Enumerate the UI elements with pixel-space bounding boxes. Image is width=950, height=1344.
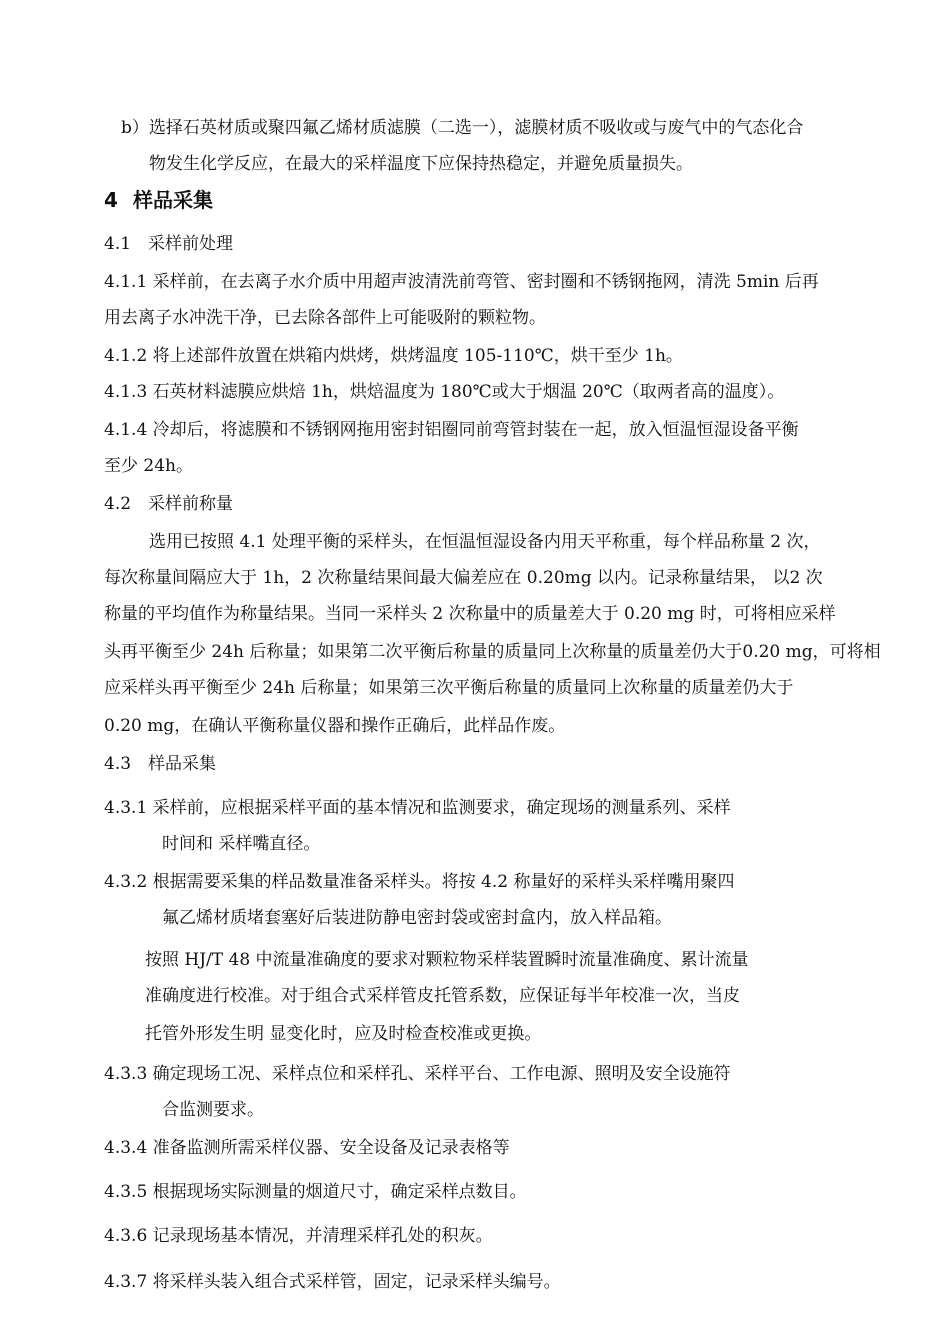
paragraph-4-2-line4: 头再平衡至少 24h 后称量；如果第二次平衡后称量的质量同上次称量的质量差仍大于0.20 mg，可将相	[104, 642, 881, 662]
paragraph-4-2-line5: 应采样头再平衡至少 24h 后称量；如果第三次平衡后称量的质量同上次称量的质量差仍大于	[104, 678, 794, 698]
paragraph-4-2-line2: 每次称量间隔应大于 1h，2 次称量结果间最大偏差应在 0.20mg 以内。记录称量结果， 以2 次	[104, 568, 823, 588]
item-4-3-1-line1: 4.3.1 采样前，应根据采样平面的基本情况和监测要求，确定现场的测量系列、采样	[104, 798, 731, 818]
paragraph-4-2-line3: 称量的平均值作为称量结果。当同一采样头 2 次称量中的质量差大于 0.20 mg 时，可将相应采样	[104, 604, 836, 624]
subsection-heading-4-3: 4.3 样品采集	[104, 754, 217, 774]
subsection-heading-4-2: 4.2 采样前称量	[104, 494, 234, 514]
item-4-3-2-line2: 氟乙烯材质堵套塞好后装进防静电密封袋或密封盒内，放入样品箱。	[162, 908, 672, 928]
paragraph-4-1-4-line1: 4.1.4 冷却后，将滤膜和不锈钢网拖用密封铝圈同前弯管封装在一起，放入恒温恒湿设备平衡	[104, 420, 799, 440]
item-4-3-3-line1: 4.3.3 确定现场工况、采样点位和采样孔、采样平台、工作电源、照明及安全设施符	[104, 1064, 731, 1084]
section-number: 4	[104, 188, 118, 212]
paragraph-4-1-4-line2: 至少 24h。	[104, 456, 193, 476]
list-item-b-line1: b）选择石英材质或聚四氟乙烯材质滤膜（二选一），滤膜材质不吸收或与废气中的气态化合	[121, 118, 804, 138]
paragraph-4-2-line1: 选用已按照 4.1 处理平衡的采样头，在恒温恒湿设备内用天平称重，每个样品称量 2 次，	[149, 532, 821, 552]
item-4-3-3-line2: 合监测要求。	[162, 1100, 264, 1120]
list-item-b-line2: 物发生化学反应，在最大的采样温度下应保持热稳定，并避免质量损失。	[149, 154, 693, 174]
note-line1: 按照 HJ/T 48 中流量准确度的要求对颗粒物采样装置瞬时流量准确度、累计流量	[145, 950, 749, 970]
subsection-heading-4-1: 4.1 采样前处理	[104, 234, 234, 254]
item-4-3-6: 4.3.6 记录现场基本情况，并清理采样孔处的积灰。	[104, 1226, 493, 1246]
section-title: 样品采集	[133, 188, 213, 212]
item-4-3-5: 4.3.5 根据现场实际测量的烟道尺寸，确定采样点数目。	[104, 1182, 527, 1202]
paragraph-4-1-1-line2: 用去离子水冲洗干净，已去除各部件上可能吸附的颗粒物。	[104, 308, 546, 328]
note-line2: 准确度进行校准。对于组合式采样管皮托管系数，应保证每半年校准一次，当皮	[145, 986, 740, 1006]
paragraph-4-1-2: 4.1.2 将上述部件放置在烘箱内烘烤，烘烤温度 105-110℃，烘干至少 1h。	[104, 346, 683, 366]
item-4-3-2-line1: 4.3.2 根据需要采集的样品数量准备采样头。将按 4.2 称量好的采样头采样嘴用聚四	[104, 872, 735, 892]
paragraph-4-1-3: 4.1.3 石英材料滤膜应烘焙 1h，烘焙温度为 180℃或大于烟温 20℃（取两者高的温度）。	[104, 382, 785, 402]
paragraph-4-2-line6: 0.20 mg，在确认平衡称量仪器和操作正确后，此样品作废。	[104, 716, 566, 736]
item-4-3-4: 4.3.4 准备监测所需采样仪器、安全设备及记录表格等	[104, 1138, 510, 1158]
item-4-3-7: 4.3.7 将采样头装入组合式采样管，固定，记录采样头编号。	[104, 1272, 561, 1292]
note-line3: 托管外形发生明 显变化时，应及时检查校准或更换。	[145, 1024, 542, 1044]
item-4-3-1-line2: 时间和 采样嘴直径。	[162, 834, 321, 854]
paragraph-4-1-1-line1: 4.1.1 采样前，在去离子水介质中用超声波清洗前弯管、密封圈和不锈钢拖网，清洗 5min 后再	[104, 272, 819, 292]
